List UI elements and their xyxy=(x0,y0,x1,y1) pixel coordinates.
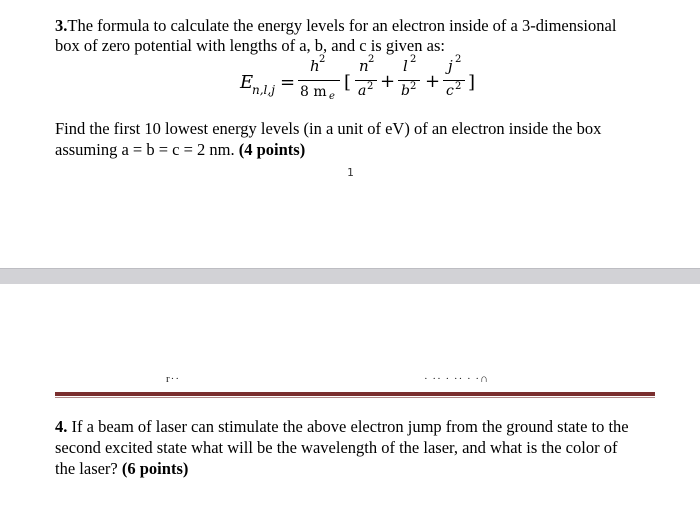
formula-prefactor-denominator: 8 m xyxy=(300,84,327,100)
energy-formula xyxy=(240,54,500,110)
question-4-line-3 xyxy=(55,459,188,479)
formula-n-numerator: n xyxy=(359,57,369,75)
formula-planck-power: 2 xyxy=(319,54,326,65)
formula-open-bracket: [ xyxy=(344,72,352,93)
formula-plus-1: + xyxy=(380,71,396,92)
formula-term3-bar xyxy=(443,80,465,81)
formula-j-power: 2 xyxy=(455,54,462,65)
question-3-number: 3. xyxy=(55,16,68,35)
question-4-line-2: second excited state what will be the wavelength of the laser, and what is the color of xyxy=(55,438,618,457)
formula-j-numerator: j xyxy=(448,57,453,75)
question-4-number: 4. xyxy=(55,417,68,436)
question-3-find-line-2 xyxy=(55,140,305,160)
question-3-find-line-1: Find the first 10 lowest energy levels (in a unit of eV) of an electron inside the box xyxy=(55,119,602,138)
section-divider-underline xyxy=(55,397,655,398)
page-number: 1 xyxy=(347,166,354,179)
formula-energy-subscript: n,l,j xyxy=(252,83,275,97)
question-4-line-1 xyxy=(55,417,629,437)
section-divider xyxy=(55,392,655,396)
formula-prefactor-bar xyxy=(298,80,340,81)
formula-planck-h: h xyxy=(310,57,320,75)
question-4-points: (6 points) xyxy=(121,459,189,478)
page-separator-edge xyxy=(0,268,700,269)
formula-a-power: 2 xyxy=(367,81,374,92)
question-3-line-1 xyxy=(55,16,616,36)
formula-b-power: 2 xyxy=(410,81,417,92)
formula-term2-bar xyxy=(398,80,420,81)
question-3-assumption: assuming a = b = c = 2 nm. xyxy=(55,140,235,159)
formula-l-power: 2 xyxy=(410,54,417,65)
question-4-text-1: If a beam of laser can stimulate the above electron jump from the ground state to the xyxy=(67,417,629,436)
formula-plus-2: + xyxy=(425,71,441,92)
formula-a-denominator: a xyxy=(358,83,367,99)
question-4-text-3: the laser? xyxy=(55,459,118,478)
formula-close-bracket: ] xyxy=(468,72,476,93)
formula-term1-bar xyxy=(355,80,377,81)
formula-mass-subscript: e xyxy=(329,91,335,102)
cut-off-text-left: r·· xyxy=(166,373,180,385)
question-3-line-2: box of zero potential with lengths of a, b, and c is given as: xyxy=(55,36,445,55)
formula-b-denominator: b xyxy=(401,83,410,99)
formula-equals: = xyxy=(280,72,296,93)
question-3-points: (4 points) xyxy=(238,140,306,159)
cut-off-text-right: · ·· · ·· · ·∩ xyxy=(424,373,489,385)
page-separator-band xyxy=(0,268,700,284)
question-3-text-1: The formula to calculate the energy levels for an electron inside of a 3-dimensional xyxy=(67,16,617,35)
formula-n-power: 2 xyxy=(368,54,375,65)
formula-energy-symbol: E xyxy=(240,72,254,93)
formula-c-power: 2 xyxy=(455,81,462,92)
formula-l-numerator: l xyxy=(403,57,408,75)
formula-c-denominator: c xyxy=(446,83,454,99)
